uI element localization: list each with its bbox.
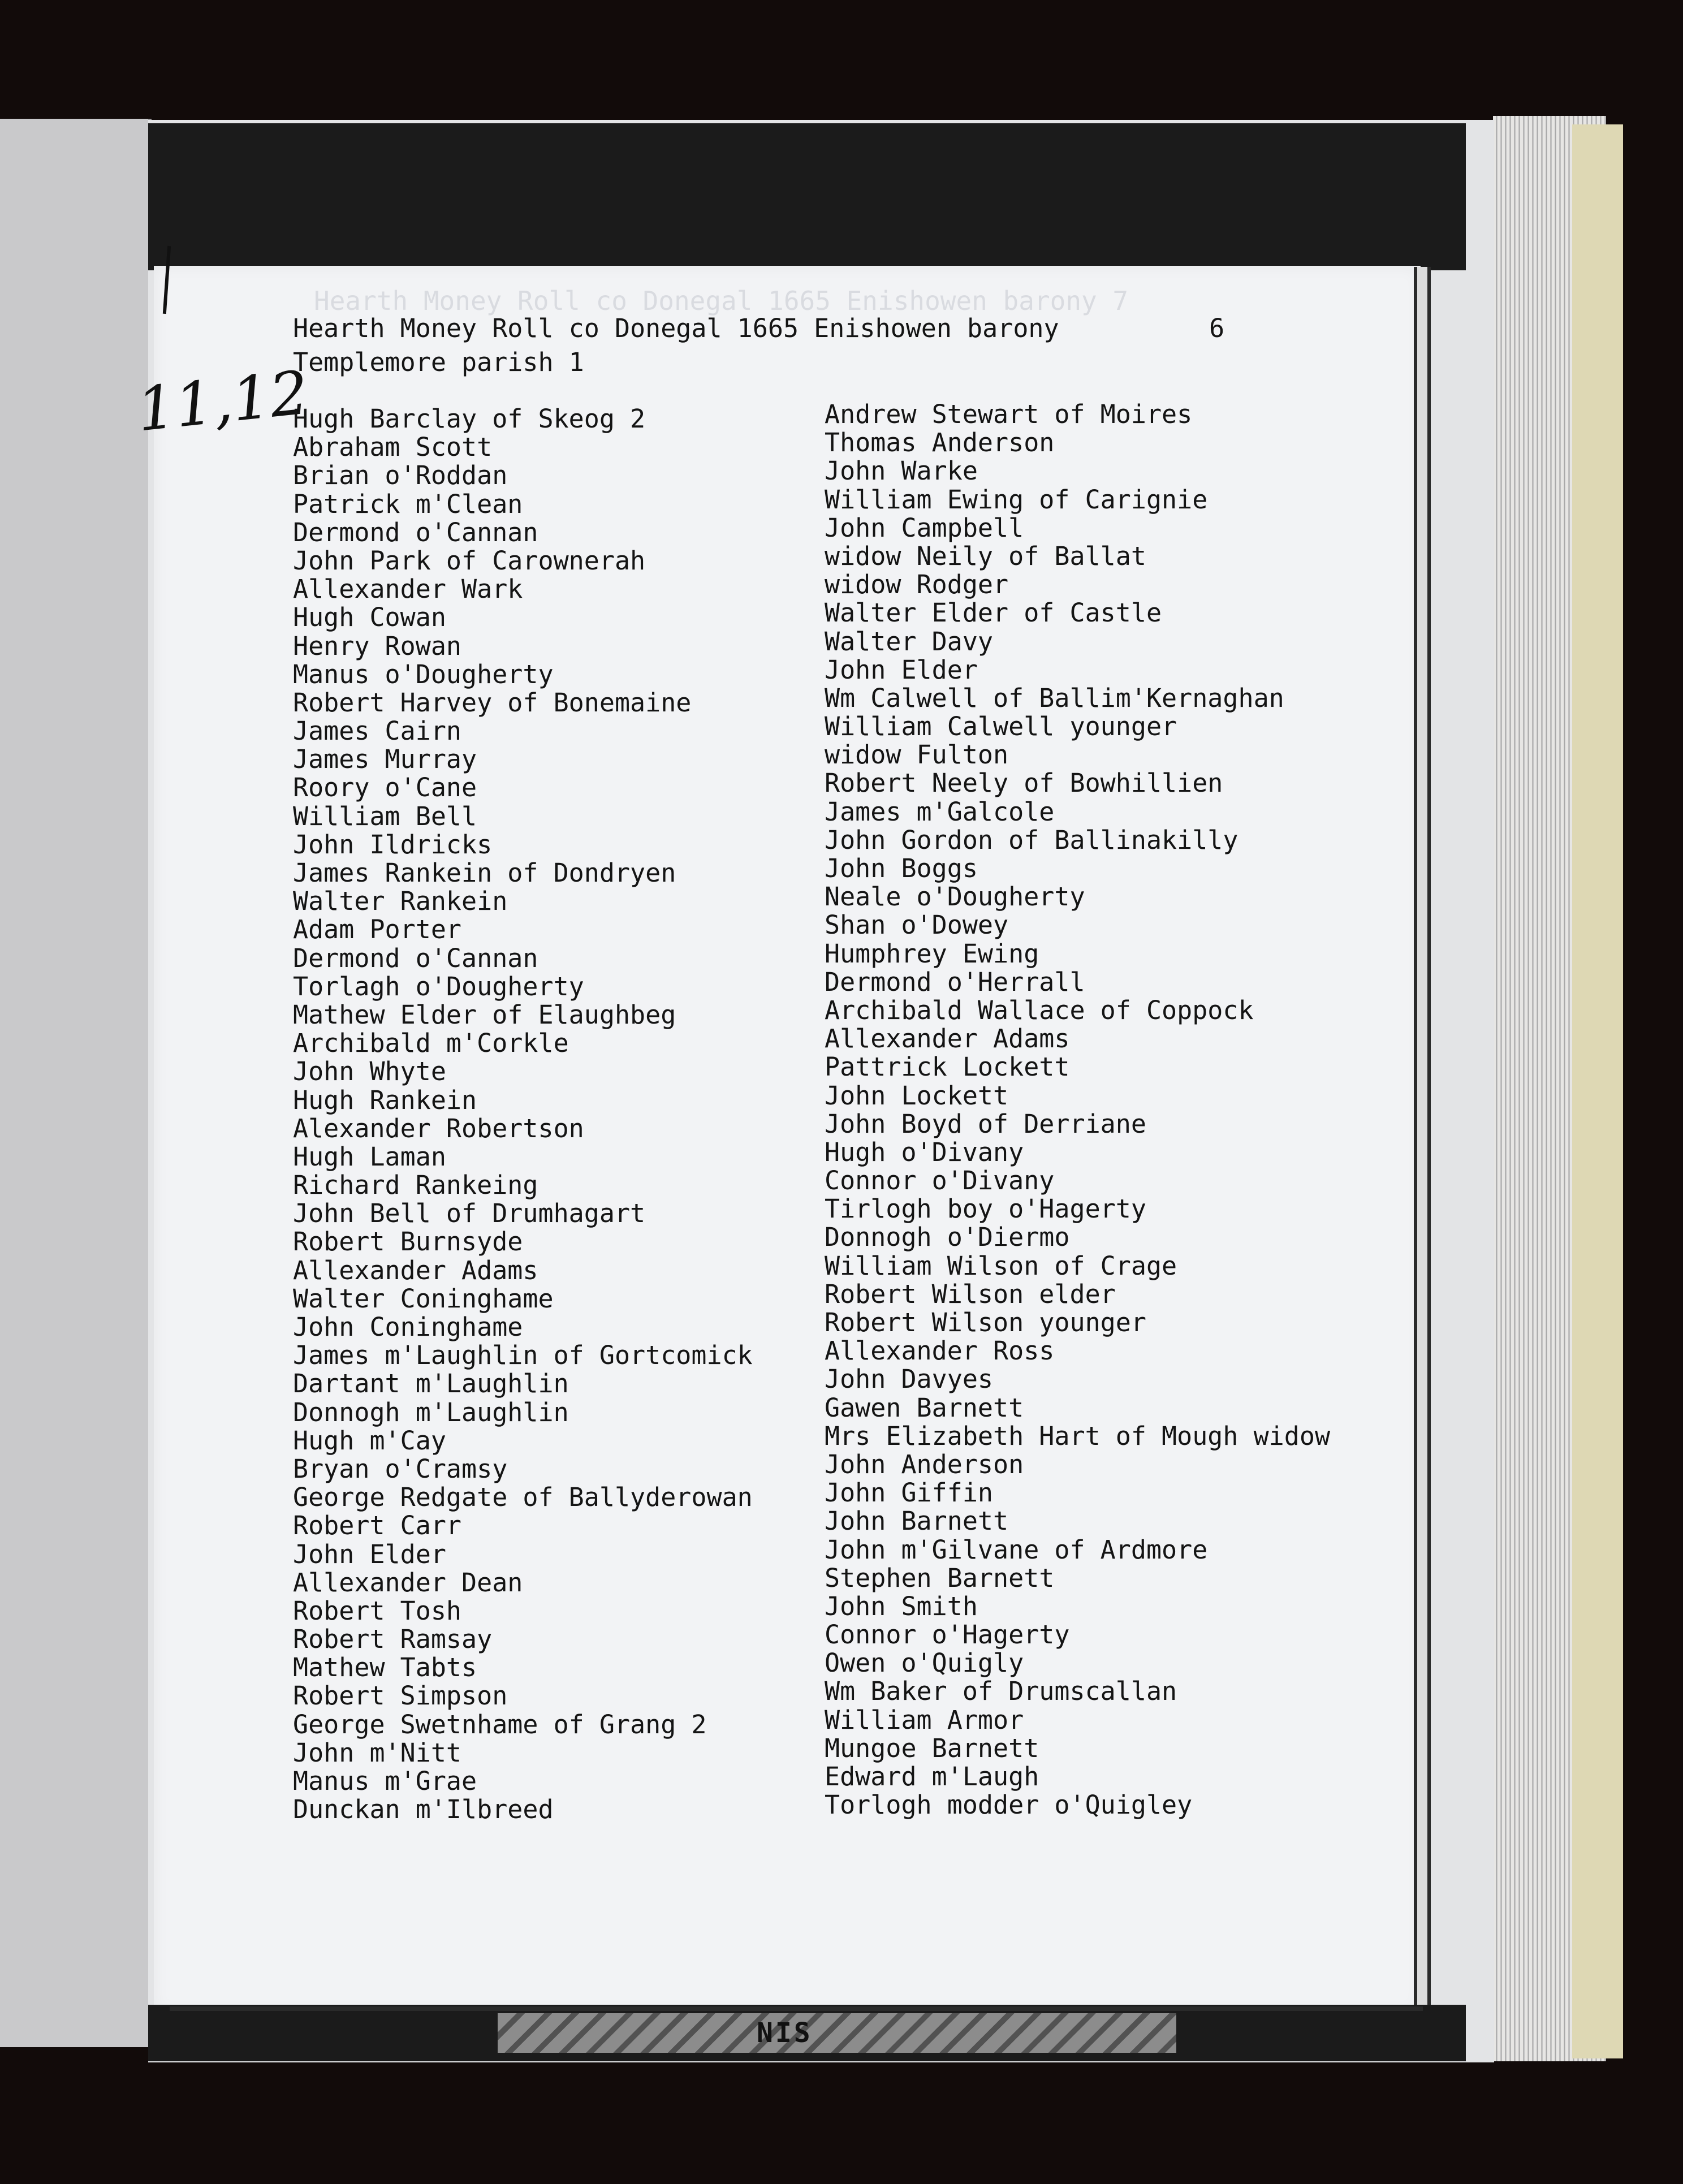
name-entry: John Elder	[825, 654, 978, 685]
bleed-through-text: Hearth Money Roll co Donegal 1665 Enishowen barony 7	[314, 286, 1129, 316]
name-entry: George Swetnhame of Grang 2	[293, 1709, 707, 1740]
name-entry: Hugh Barclay of Skeog 2	[293, 404, 646, 434]
adjacent-left-page	[0, 119, 152, 2047]
bottom-stamp-text: NIS	[757, 2017, 813, 2049]
name-entry: James Murray	[293, 744, 477, 775]
name-entry: Robert Tosh	[293, 1595, 462, 1626]
name-entry: Wm Baker of Drumscallan	[825, 1676, 1177, 1707]
page-frame-right	[1414, 267, 1431, 2013]
name-entry: widow Fulton	[825, 740, 1009, 770]
name-entry: James m'Galcole	[825, 796, 1055, 827]
name-entry: John Boggs	[825, 853, 978, 883]
name-entry: Walter Rankein	[293, 886, 508, 917]
name-entry: William Bell	[293, 801, 477, 831]
name-entry: Torlagh o'Dougherty	[293, 971, 584, 1002]
name-entry: Robert Ramsay	[293, 1624, 493, 1655]
name-entry: Hugh Cowan	[293, 602, 446, 633]
name-entry: John Campbell	[825, 512, 1024, 543]
name-entry: James Rankein of Dondryen	[293, 858, 676, 888]
page-frame-bottom	[170, 2006, 1423, 2011]
name-entry: Brian o'Roddan	[293, 460, 508, 491]
book-cover-edge	[1572, 124, 1623, 2058]
name-entry: Hugh Laman	[293, 1141, 446, 1172]
name-entry: Allexander Ross	[825, 1336, 1055, 1366]
right-name-column	[825, 400, 1330, 1819]
name-entry: Mathew Elder of Elaughbeg	[293, 999, 676, 1030]
name-entry: John m'Gilvane of Ardmore	[825, 1534, 1208, 1565]
name-entry: Robert Wilson elder	[825, 1279, 1116, 1309]
name-entry: Manus m'Grae	[293, 1766, 477, 1796]
name-entry: Dermond o'Herrall	[825, 966, 1085, 997]
name-entry: Edward m'Laugh	[825, 1762, 1039, 1792]
name-entry: John Whyte	[293, 1056, 446, 1087]
name-entry: Owen o'Quigly	[825, 1648, 1024, 1678]
name-entry: John Smith	[825, 1591, 978, 1621]
name-entry: Wm Calwell of Ballim'Kernaghan	[825, 683, 1284, 713]
name-entry: Donnogh m'Laughlin	[293, 1397, 569, 1427]
name-entry: Dermond o'Cannan	[293, 943, 538, 973]
name-entry: Gawen Barnett	[825, 1392, 1024, 1423]
name-entry: George Redgate of Ballyderowan	[293, 1482, 753, 1513]
name-entry: Manus o'Dougherty	[293, 659, 554, 689]
bottom-band-texture	[498, 2013, 1176, 2053]
name-entry: Neale o'Dougherty	[825, 882, 1085, 912]
document-title: Hearth Money Roll co Donegal 1665 Enishowen barony	[293, 313, 1059, 343]
name-entry: Dartant m'Laughlin	[293, 1369, 569, 1399]
photocopy-top-band	[148, 123, 1466, 270]
name-entry: William Calwell younger	[825, 711, 1177, 742]
parish-heading: Templemore parish 1	[293, 347, 584, 377]
name-entry: John Anderson	[825, 1449, 1024, 1479]
name-entry: Robert Harvey of Bonemaine	[293, 687, 692, 718]
name-entry: Hugh m'Cay	[293, 1425, 446, 1456]
name-entry: John Warke	[825, 456, 978, 486]
name-entry: Adam Porter	[293, 914, 462, 945]
name-entry: widow Rodger	[825, 569, 1009, 600]
name-entry: Patrick m'Clean	[293, 489, 523, 519]
name-entry: John Bell of Drumhagart	[293, 1198, 646, 1229]
name-entry: Robert Burnsyde	[293, 1227, 523, 1257]
left-name-column	[293, 405, 753, 1824]
name-entry: Bryan o'Cramsy	[293, 1453, 508, 1484]
name-entry: Dermond o'Cannan	[293, 517, 538, 547]
name-entry: Alexander Robertson	[293, 1113, 584, 1143]
name-entry: William Armor	[825, 1704, 1024, 1735]
name-entry: Dunckan m'Ilbreed	[293, 1794, 554, 1825]
name-entry: Allexander Wark	[293, 574, 523, 605]
name-entry: Connor o'Divany	[825, 1166, 1055, 1196]
name-entry: Allexander Adams	[293, 1255, 538, 1285]
name-entry: William Ewing of Carignie	[825, 484, 1208, 515]
name-entry: Stephen Barnett	[825, 1563, 1055, 1593]
name-entry: John Davyes	[825, 1364, 994, 1395]
name-entry: Pattrick Lockett	[825, 1052, 1070, 1082]
name-entry: Mathew Tabts	[293, 1652, 477, 1683]
name-entry: John Lockett	[825, 1080, 1009, 1111]
name-entry: John Elder	[293, 1539, 446, 1569]
name-entry: widow Neily of Ballat	[825, 541, 1146, 571]
name-entry: Richard Rankeing	[293, 1170, 538, 1201]
page-number: 6	[1209, 313, 1225, 343]
name-entry: Archibald m'Corkle	[293, 1028, 569, 1059]
name-entry: Connor o'Hagerty	[825, 1620, 1070, 1650]
name-entry: Walter Davy	[825, 626, 994, 657]
name-entry: Robert Neely of Bowhillien	[825, 768, 1223, 799]
name-entry: John Ildricks	[293, 829, 493, 860]
name-entry: William Wilson of Crage	[825, 1250, 1177, 1281]
name-entry: Archibald Wallace of Coppock	[825, 995, 1254, 1025]
name-entry: Robert Carr	[293, 1510, 462, 1541]
name-entry: Torlogh modder o'Quigley	[825, 1790, 1193, 1820]
name-entry: Tirlogh boy o'Hagerty	[825, 1194, 1146, 1224]
name-entry: Roory o'Cane	[293, 772, 477, 803]
name-entry: John Park of Carownerah	[293, 545, 646, 576]
name-entry: John m'Nitt	[293, 1737, 462, 1768]
name-entry: John Gordon of Ballinakilly	[825, 825, 1238, 855]
handwritten-margin-note: 11,12	[133, 357, 312, 445]
name-entry: Allexander Dean	[293, 1567, 523, 1598]
name-entry: Abraham Scott	[293, 432, 493, 463]
name-entry: Donnogh o'Diermo	[825, 1222, 1070, 1253]
name-entry: Walter Elder of Castle	[825, 598, 1162, 628]
name-entry: Shan o'Dowey	[825, 910, 1009, 940]
name-entry: Walter Coninghame	[293, 1283, 554, 1314]
name-entry: Robert Simpson	[293, 1681, 508, 1711]
name-entry: John Barnett	[825, 1506, 1009, 1536]
name-entry: Henry Rowan	[293, 631, 462, 661]
name-entry: Thomas Anderson	[825, 428, 1055, 458]
name-entry: Allexander Adams	[825, 1024, 1070, 1054]
name-entry: James m'Laughlin of Gortcomick	[293, 1340, 753, 1371]
name-entry: Mungoe Barnett	[825, 1733, 1039, 1763]
name-entry: James Cairn	[293, 716, 462, 746]
name-entry: John Giffin	[825, 1478, 994, 1508]
name-entry: Mrs Elizabeth Hart of Mough widow	[825, 1421, 1331, 1451]
name-entry: Hugh o'Divany	[825, 1137, 1024, 1167]
name-entry: Humphrey Ewing	[825, 938, 1039, 969]
name-entry: John Coninghame	[293, 1312, 523, 1342]
name-entry: Robert Wilson younger	[825, 1307, 1146, 1337]
name-entry: Hugh Rankein	[293, 1085, 477, 1115]
name-entry: Andrew Stewart of Moires	[825, 399, 1193, 429]
name-entry: John Boyd of Derriane	[825, 1108, 1146, 1139]
